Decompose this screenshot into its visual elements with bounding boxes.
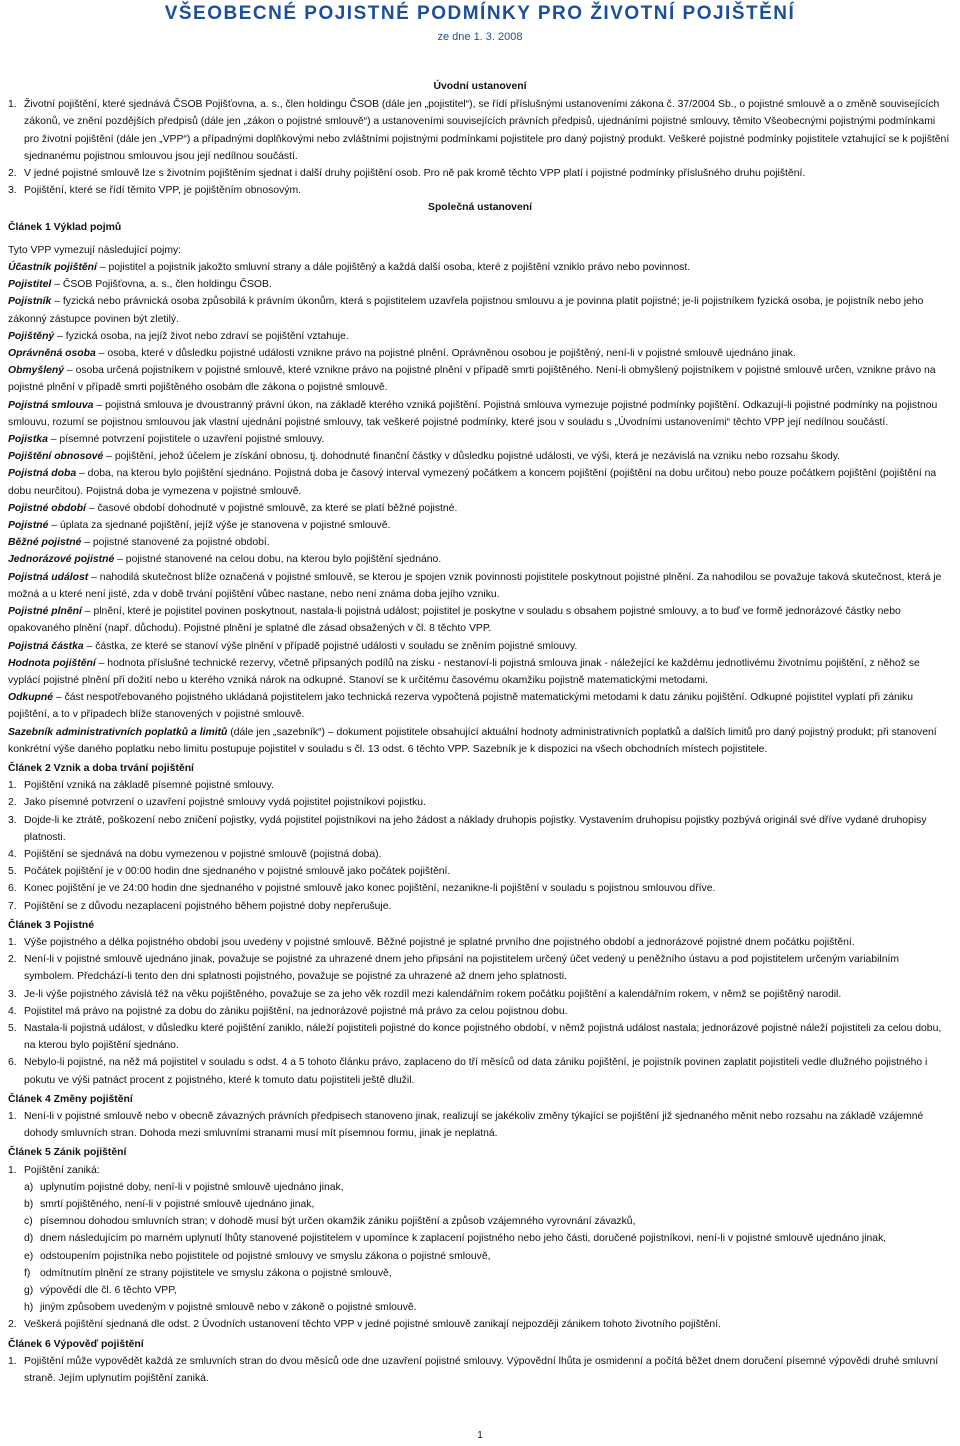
- article-3-item: 2. Není-li v pojistné smlouvě ujednáno jinak, považuje se pojistné za uhrazené dnem jeho připsání na pojistitelem určený účet vedený u peněžního ústavu a pod pojistitelem určeným variabilním symbolem. Předchází-li tento den dni splatnosti pojistného, považuje se pojistné za uhrazené až dnem jeho splatnosti.: [8, 954, 900, 983]
- article-5-subitem: g) výpovědí dle čl. 6 těchto VPP,: [24, 1285, 177, 1297]
- definition: Pojistná doba – doba, na kterou bylo pojištění sjednáno. Pojistná doba je časový interval vymezený počátkem a koncem pojištění (pojištění na dobu určitou) nebo pouze počátkem pojištění (pojištění na dobu neurčitou). Pojistná doba je vymezena v pojistné smlouvě.: [8, 468, 937, 497]
- article-5-subitem: d) dnem následujícím po marném uplynutí lhůty stanovené pojistitelem v upomínce k zaplacení pojistného nebo jeho části, doručené pojistníkovi, není-li v pojistné smlouvě ujednáno jinak,: [24, 1233, 887, 1245]
- article-3-item: 1. Výše pojistného a délka pojistného období jsou uvedeny v pojistné smlouvě. Běžné pojistné je splatné prvního dne pojistného období a jednorázové pojistné dnem počátku pojištění.: [8, 936, 855, 948]
- article-2-item: 1. Pojištění vzniká na základě písemné pojistné smlouvy.: [8, 780, 274, 792]
- article-2-item: 2. Jako písemné potvrzení o uzavření pojistné smlouvy vydá pojistitel pojistníkovi pojistku.: [8, 797, 426, 809]
- article-5-subitem: h) jiným způsobem uvedeným v pojistné smlouvě nebo v zákoně o pojistné smlouvě.: [24, 1302, 417, 1314]
- definition: Pojistník – fyzická nebo právnická osoba způsobilá k právním úkonům, která s pojistitelem uzavřela pojistnou smlouvu a je povinna platit pojistné; je-li pojistníkem fyzická osoba, je pojistník nebo jeho zákonný zástupce povinen být zletilý.: [8, 296, 924, 325]
- definition: Pojistná událost – nahodilá skutečnost blíže označená v pojistné smlouvě, se kterou je spojen vznik povinnosti pojistitele poskytnout pojistné plnění. Za nahodilou se považuje taková skutečnost, která je možná a u které není jisté, zda v době trvání pojištění vůbec nastane, nebo není známa doba jejího vzniku.: [8, 571, 942, 600]
- intro-item: 3. Pojištění, které se řídí těmito VPP, je pojištěním obnosovým.: [8, 185, 302, 197]
- article-1-intro: Tyto VPP vymezují následující pojmy:: [8, 244, 182, 256]
- definition: Pojistné – úplata za sjednané pojištění, jejíž výše je stanovena v pojistné smlouvě.: [8, 520, 391, 532]
- page-number: 1: [477, 1430, 483, 1441]
- article-5-subitem: a) uplynutím pojistné doby, není-li v pojistné smlouvě ujednáno jinak,: [24, 1181, 344, 1193]
- definition: Pojištěný – fyzická osoba, na jejíž život nebo zdraví se pojištění vztahuje.: [8, 330, 349, 342]
- definition: Jednorázové pojistné – pojistné stanovené na celou dobu, na kterou bylo pojištění sjednáno.: [8, 554, 442, 566]
- article-5-subitem: c) písemnou dohodou smluvních stran; v dohodě musí být určen okamžik zániku pojištění a způsob vzájemného vyrovnání závazků,: [24, 1216, 636, 1228]
- definition: Pojistné plnění – plnění, které je pojistitel povinen poskytnout, nastala-li pojistná událost; pojistitel je poskytne v souladu s obsahem pojistné smlouvy, a to buď ve formě jednorázové částky nebo opakovaného plnění (např. důchodu). Pojistné plnění je splatné dle zásad obsažených v čl. 8 těchto VPP.: [8, 606, 901, 635]
- definition: Pojistná částka – částka, ze které se stanoví výše plnění v případě pojistné události v souladu se zněním pojistné smlouvy.: [8, 640, 578, 652]
- article-6-heading: Článek 6 Výpověď pojištění: [8, 1338, 144, 1350]
- article-2-item: 3. Dojde-li ke ztrátě, poškození nebo zničení pojistky, vydá pojistitel pojistníkovi na jeho žádost a náklady druhopis pojistky. Vystavením druhopisu pojistky pozbývá originál své dříve vydané druhopisy platnosti.: [8, 814, 927, 843]
- article-5-item: 2. Veškerá pojištění sjednaná dle odst. 2 Úvodních ustanovení těchto VPP v jedné pojistné smlouvě zanikají nejpozději zánikem tohoto životního pojištění.: [8, 1319, 721, 1331]
- article-5-item: 1. Pojištění zaniká:: [8, 1164, 100, 1176]
- article-2-heading: Článek 2 Vznik a doba trvání pojištění: [8, 762, 194, 774]
- article-5-subitem: b) smrtí pojištěného, není-li v pojistné smlouvě ujednáno jinak,: [24, 1199, 315, 1210]
- definition: Pojistitel – ČSOB Pojišťovna, a. s., člen holdingu ČSOB.: [8, 279, 272, 291]
- definition: Odkupné – část nespotřebovaného pojistného ukládaná pojistitelem jako technická rezerva vypočtená pojistně matematickými metodami k datu zániku pojištění. Odkupné pojistitel vyplatí při zániku pojištění, a to v případech blíže stanovených v pojistné smlouvě.: [8, 692, 914, 721]
- definition: Pojištění obnosové – pojištění, jehož účelem je získání obnosu, tj. dohodnuté finanční částky v důsledku pojistné události, ve výši, která je nezávislá na vzniku nebo rozsahu škody.: [8, 451, 841, 463]
- article-2-item: 4. Pojištění se sjednává na dobu vymezenou v pojistné smlouvě (pojistná doba).: [8, 848, 382, 860]
- article-4-heading: Článek 4 Změny pojištění: [8, 1093, 133, 1105]
- definition: Běžné pojistné – pojistné stanovené za pojistné období.: [8, 537, 270, 549]
- article-6-item: 1. Pojištění může vypovědět každá ze smluvních stran do dvou měsíců ode dne uzavření pojistné smlouvy. Výpovědní lhůta je osmidenní a počítá běžet dnem doručení písemné výpovědi druhé smluvní straně. Jejím uplynutím pojištění zaniká.: [8, 1355, 939, 1385]
- definition: Obmyšlený – osoba určená pojistníkem v pojistné smlouvě, které vznikne právo na pojistné plnění v případě smrti pojištěného. Není-li obmyšlený pojistníkem v pojistné smlouvě určen, vznikne právo na pojistné plnění v případě smrti pojištěného osobám dle zákona o pojistné smlouvě.: [8, 365, 936, 394]
- article-1-heading: Článek 1 Výklad pojmů: [8, 221, 122, 233]
- article-2-item: 6. Konec pojištění je ve 24:00 hodin dne sjednaného v pojistné smlouvě jako konec pojištění, nezanikne-li pojištění v souladu s pojistnou smlouvou dříve.: [8, 883, 716, 895]
- article-5-subitem: e) odstoupením pojistníka nebo pojistitele od pojistné smlouvy ve smyslu zákona o pojistné smlouvě,: [24, 1250, 491, 1262]
- document-date: ze dne 1. 3. 2008: [437, 31, 523, 43]
- article-3-item: 4. Pojistitel má právo na pojistné za dobu do zániku pojištění, na jednorázové pojistné má právo za celou pojistnou dobu.: [8, 1005, 568, 1017]
- article-3-item: 5. Nastala-li pojistná událost, v důsledku které pojištění zaniklo, náleží pojistiteli pojistné do konce pojistného období, v němž pojistná událost nastala; jednorázové pojistné náleží pojistiteli za celou dobu, na kterou bylo pojištění sjednáno.: [8, 1022, 942, 1052]
- article-2-item: 7. Pojištění se z důvodu nezaplacení pojistného během pojistné doby nepřerušuje.: [8, 900, 392, 912]
- intro-item: 1. Životní pojištění, které sjednává ČSOB Pojišťovna, a. s., člen holdingu ČSOB (dále jen „pojistitel“), se řídí příslušnými ustanoveními zákona č. 37/2004 Sb., o pojistné smlouvě a o změně souvisejících zákonů, ve znění pozdějších předpisů (dále jen „zákon o pojistné smlouvě“) a ustanoveními souvisejících právních předpisů, ujednáními pojistné smlouvy, těmito Všeobecnými pojistnými podmínkami pro životní pojištění (dále jen „VPP“) a případnými doplňkovými nebo zvláštními pojistnými podmínkami pojistitele pro daný pojistný produkt. Veškeré pojistné podmínky pojistitele vztahující se k pojištění sjednanému pojistnou smlouvou jsou její nedílnou součástí.: [8, 99, 950, 162]
- document-title: VŠEOBECNÉ POJISTNÉ PODMÍNKY PRO ŽIVOTNÍ POJIŠTĚNÍ: [164, 3, 796, 24]
- article-3-item: 6. Nebylo-li pojistné, na něž má pojistitel v souladu s odst. 4 a 5 tohoto článku právo, zaplaceno do tří měsíců od data zániku pojištění, je pojistník povinen zaplatit pojistiteli vedle dlužného pojistného i pokutu ve výši patnáct procent z pojistného, které k tomuto datu pojistiteli ještě dlužil.: [8, 1057, 928, 1086]
- article-5-subitem: f) odmítnutím plnění ze strany pojistitele ve smyslu zákona o pojistné smlouvě,: [24, 1267, 392, 1279]
- intro-item: 2. V jedné pojistné smlouvě lze s životním pojištěním sjednat i další druhy pojištění osob. Pro ně pak kromě těchto VPP platí i pojistné podmínky příslušného druhu pojištění.: [8, 168, 806, 180]
- common-heading: Společná ustanovení: [428, 202, 532, 214]
- article-3-heading: Článek 3 Pojistné: [8, 919, 95, 931]
- definition: Pojistná smlouva – pojistná smlouva je dvoustranný právní úkon, na základě kterého vzniká pojištění. Pojistná smlouva vymezuje pojistné podmínky pojištění. Odkazují-li pojistné podmínky na pojistnou smlouvu, rozumí se pojistnou smlouvou jak vlastní ujednání pojistné smlouvy, tak veškeré pojistné podmínky, které jsou v souladu s „Úvodními ustanoveními“ těchto VPP její nedílnou součástí.: [8, 399, 938, 428]
- definition: Pojistné období – časové období dohodnuté v pojistné smlouvě, za které se platí běžné pojistné.: [8, 502, 458, 514]
- definition: Sazebník administrativních poplatků a limitů (dále jen „sazebník“) – dokument pojistitele obsahující aktuální hodnoty administrativních poplatků a dalších limitů pro daný pojistný produkt; při stanovení konkrétní výše daného poplatku nebo limitu postupuje pojistitel v souladu s čl. 13 odst. 6 těchto VPP. Sazebník je k dispozici na všech obchodních místech pojistitele.: [8, 726, 937, 755]
- document-body: [8, 78, 952, 1387]
- article-5-heading: Článek 5 Zánik pojištění: [8, 1147, 127, 1159]
- definition: Hodnota pojištění – hodnota příslušné technické rezervy, včetně připsaných podílů na zisku - nestanoví-li pojistná smlouva jinak - náležející ke každému jednotlivému životnímu pojištění, z něhož se vyplácí pojistné plnění při dožití nebo u kterého vzniká nárok na odkupné. Stanoví se k určitému časovému okamžiku pojistně matematickými metodami.: [8, 657, 920, 686]
- definition: Účastník pojištění – pojistitel a pojistník jakožto smluvní strany a dále pojištěný a každá další osoba, které z pojištění vzniklo právo nebo povinnost.: [8, 262, 691, 274]
- intro-heading: Úvodní ustanovení: [433, 81, 527, 92]
- definition: Oprávněná osoba – osoba, které v důsledku pojistné události vznikne právo na pojistné plnění. Oprávněnou osobou je pojištěný, není-li v pojistné smlouvě ujednáno jinak.: [8, 348, 796, 360]
- article-3-item: 3. Je-li výše pojistného závislá též na věku pojištěného, považuje se za jeho věk rozdíl mezi kalendářním rokem počátku pojištění a kalendářním rokem, v němž se pojištěný narodil.: [8, 988, 842, 1000]
- definition: Pojistka – písemné potvrzení pojistitele o uzavření pojistné smlouvy.: [8, 434, 325, 446]
- article-2-item: 5. Počátek pojištění je v 00:00 hodin dne sjednaného v pojistné smlouvě jako počátek pojištění.: [8, 866, 451, 878]
- article-4-item: 1. Není-li v pojistné smlouvě nebo v obecně závazných právních předpisech stanoveno jinak, realizují se jakékoliv změny týkající se pojištění již sjednaného měnit nebo rozsahu na základě vzájemné dohody smluvních stran. Dohoda mezi smluvními stranami musí mít písemnou formu, jinak je neplatná.: [8, 1110, 924, 1140]
